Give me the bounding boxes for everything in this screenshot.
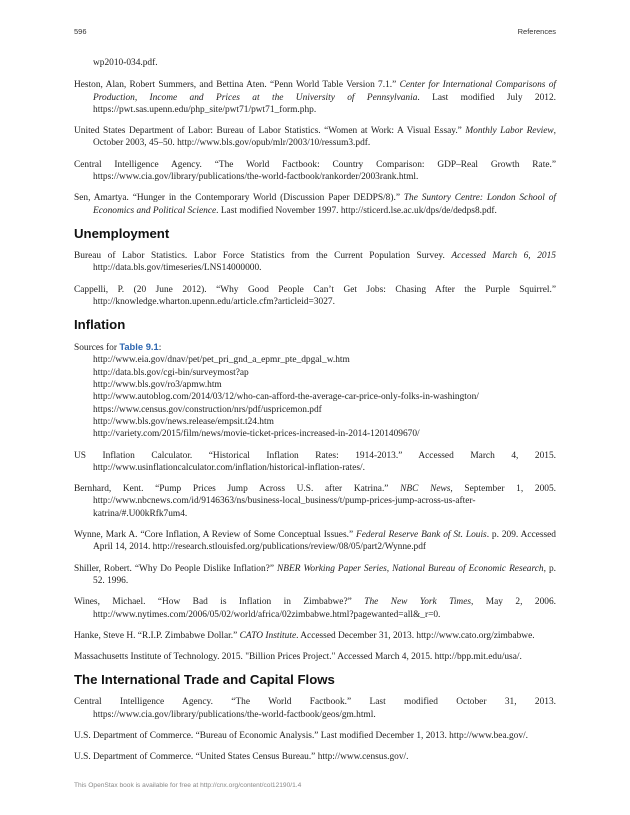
ref-pre: Cappelli, P. (20 June 2012). “Why Good People Can’t Get Jobs: Chasing After the Purple Squirrel.” http://knowledge.wharton.upenn.edu/article.cfm?articleid=3027.: [74, 284, 556, 307]
ref-italic: CATO Institute: [239, 630, 297, 641]
ref-post: . p. 209. Accessed April 14, 2014. http://research.stlouisfed.org/publications/review/08/05/part2/Wynne.pdf: [93, 530, 556, 553]
reference-entry: [74, 651, 556, 663]
ref-pre: US Inflation Calculator. “Historical Inflation Rates: 1914-2013.” Accessed March 4, 2015. http://www.usinflationcalculator.com/inflation/historical-inflation-rates/.: [74, 450, 556, 473]
reference-entry: [74, 159, 556, 184]
ref-italic: Monthly Labor Review: [465, 126, 554, 137]
source-url: http://www.bls.gov/ro3/apmw.htm: [93, 380, 222, 391]
ref-pre: Central Intelligence Agency. “The World Factbook.” Last modified October 31, 2013. https://www.cia.gov/library/publications/the-world-factbook/geos/gm.html.: [74, 697, 556, 720]
page-footer: This OpenStax book is available for free at http://cnx.org/content/col12190/1.4: [74, 782, 302, 789]
ref-pre: Massachusetts Institute of Technology. 2015. "Billion Prices Project." Accessed March 4, 2015. http://bpp.mit.edu/usa/.: [74, 652, 522, 663]
ref-pre: Wines, Michael. “How Bad is Inflation in Zimbabwe?”: [74, 597, 365, 608]
reference-entry: [74, 483, 556, 520]
heading-inflation: Inflation: [74, 317, 126, 333]
reference-entry: [74, 192, 556, 217]
continuation-text: wp2010-034.pdf.: [93, 58, 158, 68]
ref-italic: Center for International Comparisons of Production, Income and Prices at the University of Pennsylvania: [93, 80, 557, 103]
continuation-line: [74, 57, 556, 69]
reference-entry: [74, 730, 556, 742]
ref-pre: United States Department of Labor: Bureau of Labor Statistics. “Women at Work: A Visual Essay.”: [74, 126, 466, 137]
reference-entry: [74, 450, 556, 475]
reference-list-inflation: [74, 450, 556, 664]
reference-list-unemployment: [74, 250, 556, 308]
reference-list-trade: [74, 696, 556, 763]
ref-pre: Bernhard, Kent. “Pump Prices Jump Across U.S. after Katrina.”: [74, 484, 401, 495]
reference-entry: [74, 529, 556, 554]
ref-pre: Shiller, Robert. “Why Do People Dislike Inflation?”: [74, 563, 278, 574]
ref-italic: NBER Working Paper Series, National Bureau of Economic Research: [277, 563, 544, 574]
reference-entry: [74, 79, 556, 116]
reference-entry: [74, 630, 556, 642]
ref-pre: U.S. Department of Commerce. “United States Census Bureau.” http://www.census.gov/.: [74, 752, 409, 763]
ref-post: , p. 52. 1996.: [93, 563, 557, 586]
source-url: http://www.autoblog.com/2014/03/12/who-can-afford-the-average-car-price-only-folks-in-washington/: [93, 392, 479, 403]
ref-pre: U.S. Department of Commerce. “Bureau of Economic Analysis.” Last modified December 1, 2013. http://www.bea.gov/.: [74, 730, 528, 741]
reference-entry: [74, 751, 556, 763]
ref-pre: Hanke, Steve H. “R.I.P. Zimbabwe Dollar.”: [74, 630, 240, 641]
sources-suffix: :: [158, 343, 162, 354]
sources-prefix: Sources for: [74, 343, 120, 354]
ref-post: . Accessed December 31, 2013. http://www.cato.org/zimbabwe.: [296, 630, 535, 641]
ref-italic: Accessed March 6, 2015: [451, 250, 556, 261]
ref-post: , September 1, 2005. http://www.nbcnews.com/id/9146363/ns/business-local_business/t/pump-prices-jump-across-us-after-katrina/#.U00kRfk7um4.: [93, 484, 556, 519]
ref-pre: Central Intelligence Agency. “The World Factbook: Country Comparison: GDP–Real Growth Rate.” https://www.cia.gov/library/publications/the-world-factbook/rankorder/2003rank.html.: [74, 159, 556, 183]
ref-post: , May 2, 2006. http://www.nytimes.com/2006/05/02/world/africa/02zimbabwe.html?pagewanted=all&_r=0.: [93, 597, 556, 620]
source-url-list: [93, 354, 556, 440]
ref-pre: Bureau of Labor Statistics. Labor Force Statistics from the Current Population Survey.: [74, 250, 452, 261]
source-url: http://variety.com/2015/film/news/movie-ticket-prices-increased-in-2014-1201409670/: [93, 429, 420, 440]
ref-pre: Wynne, Mark A. “Core Inflation, A Review of Some Conceptual Issues.”: [74, 530, 356, 541]
source-url: http://www.bls.gov/news.release/empsit.t24.htm: [93, 416, 274, 427]
ref-post: . Last modified November 1997. http://sticerd.lse.ac.uk/dps/de/dedps8.pdf.: [216, 205, 497, 216]
reference-entry: [74, 596, 556, 621]
source-url: https://www.census.gov/construction/nrs/pdf/uspricemon.pdf: [93, 404, 322, 415]
reference-entry: [74, 563, 556, 588]
reference-list-block1: [74, 79, 556, 217]
ref-italic: Federal Reserve Bank of St. Louis: [355, 530, 487, 541]
running-header: References: [517, 27, 556, 36]
heading-trade: The International Trade and Capital Flows: [74, 672, 335, 688]
references-content: [74, 57, 556, 773]
source-url: http://data.bls.gov/cgi-bin/surveymost?ap: [93, 367, 249, 378]
ref-italic: The Suntory Centre: London School of Economics and Political Science: [93, 193, 557, 216]
ref-post: http://data.bls.gov/timeseries/LNS14000000.: [93, 263, 262, 274]
ref-pre: Heston, Alan, Robert Summers, and Bettina Aten. “Penn World Table Version 7.1.”: [74, 80, 400, 91]
reference-entry: [74, 250, 556, 275]
sources-intro: [74, 341, 556, 354]
ref-post: , October 2003, 45–50. http://www.bls.gov/opub/mlr/2003/10/ressum3.pdf.: [93, 126, 556, 149]
table-9-1-link[interactable]: Table 9.1: [119, 341, 159, 353]
ref-post: . Last modified July 2012. https://pwt.sas.upenn.edu/php_site/pwt71/pwt71_form.php.: [93, 92, 556, 115]
page-number: 596: [74, 27, 87, 36]
source-url: http://www.eia.gov/dnav/pet/pet_pri_gnd_a_epmr_pte_dpgal_w.htm: [93, 355, 350, 366]
reference-entry: [74, 125, 556, 150]
heading-unemployment: Unemployment: [74, 225, 170, 241]
reference-entry: [74, 284, 556, 309]
reference-entry: [74, 696, 556, 721]
ref-italic: The New York Times: [364, 597, 472, 608]
ref-pre: Sen, Amartya. “Hunger in the Contemporary World (Discussion Paper DEDPS/8).”: [74, 193, 404, 204]
ref-italic: NBC News: [400, 484, 451, 495]
